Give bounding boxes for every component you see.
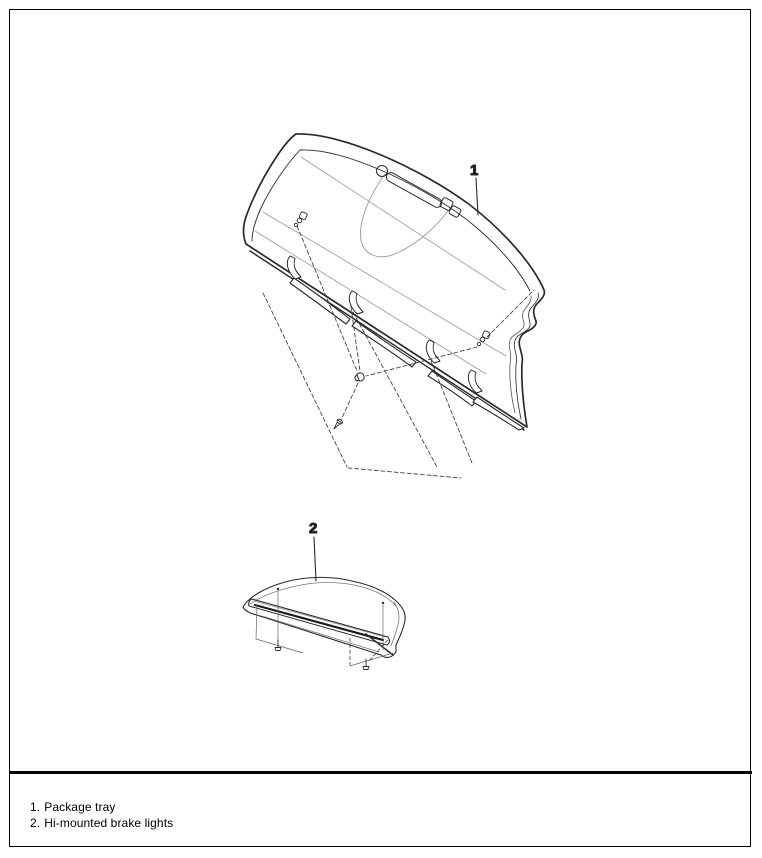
legend-item-label: Hi-mounted brake lights: [44, 815, 174, 830]
clip-fastener-icon: [294, 211, 307, 226]
tray-outline: [243, 134, 544, 427]
screw-icon: [332, 418, 344, 431]
legend-item-number: 1.: [30, 800, 41, 814]
leader-lines: [297, 226, 534, 420]
lens-highlight: [254, 601, 385, 637]
callout-1-label: 1: [470, 162, 479, 179]
projection-lines: [263, 293, 472, 478]
legend-divider: [9, 771, 752, 774]
legend-item-label: Package tray: [44, 800, 116, 814]
callout-2-label: 2: [309, 520, 318, 537]
legend: [30, 800, 173, 831]
brake-light-drawing: [243, 520, 405, 670]
housing-right-face: [391, 602, 399, 646]
clip-fastener-icon: [477, 330, 490, 345]
tray-inner-left-edge: [252, 150, 300, 241]
tray-right-end-line: [509, 296, 531, 413]
mount-point: [382, 602, 384, 604]
legend-item-package-tray: [30, 800, 173, 816]
callout-2-leader: [314, 537, 316, 581]
legend-item-number: 2.: [30, 815, 41, 830]
tray-right-end-line: [514, 293, 538, 419]
mount-point: [277, 588, 279, 590]
package-tray-drawing: [243, 134, 544, 478]
grommet-clip-icon: [354, 372, 365, 383]
mount-projection-lines: [256, 591, 393, 666]
legend-item-brake-lights: [30, 816, 173, 832]
